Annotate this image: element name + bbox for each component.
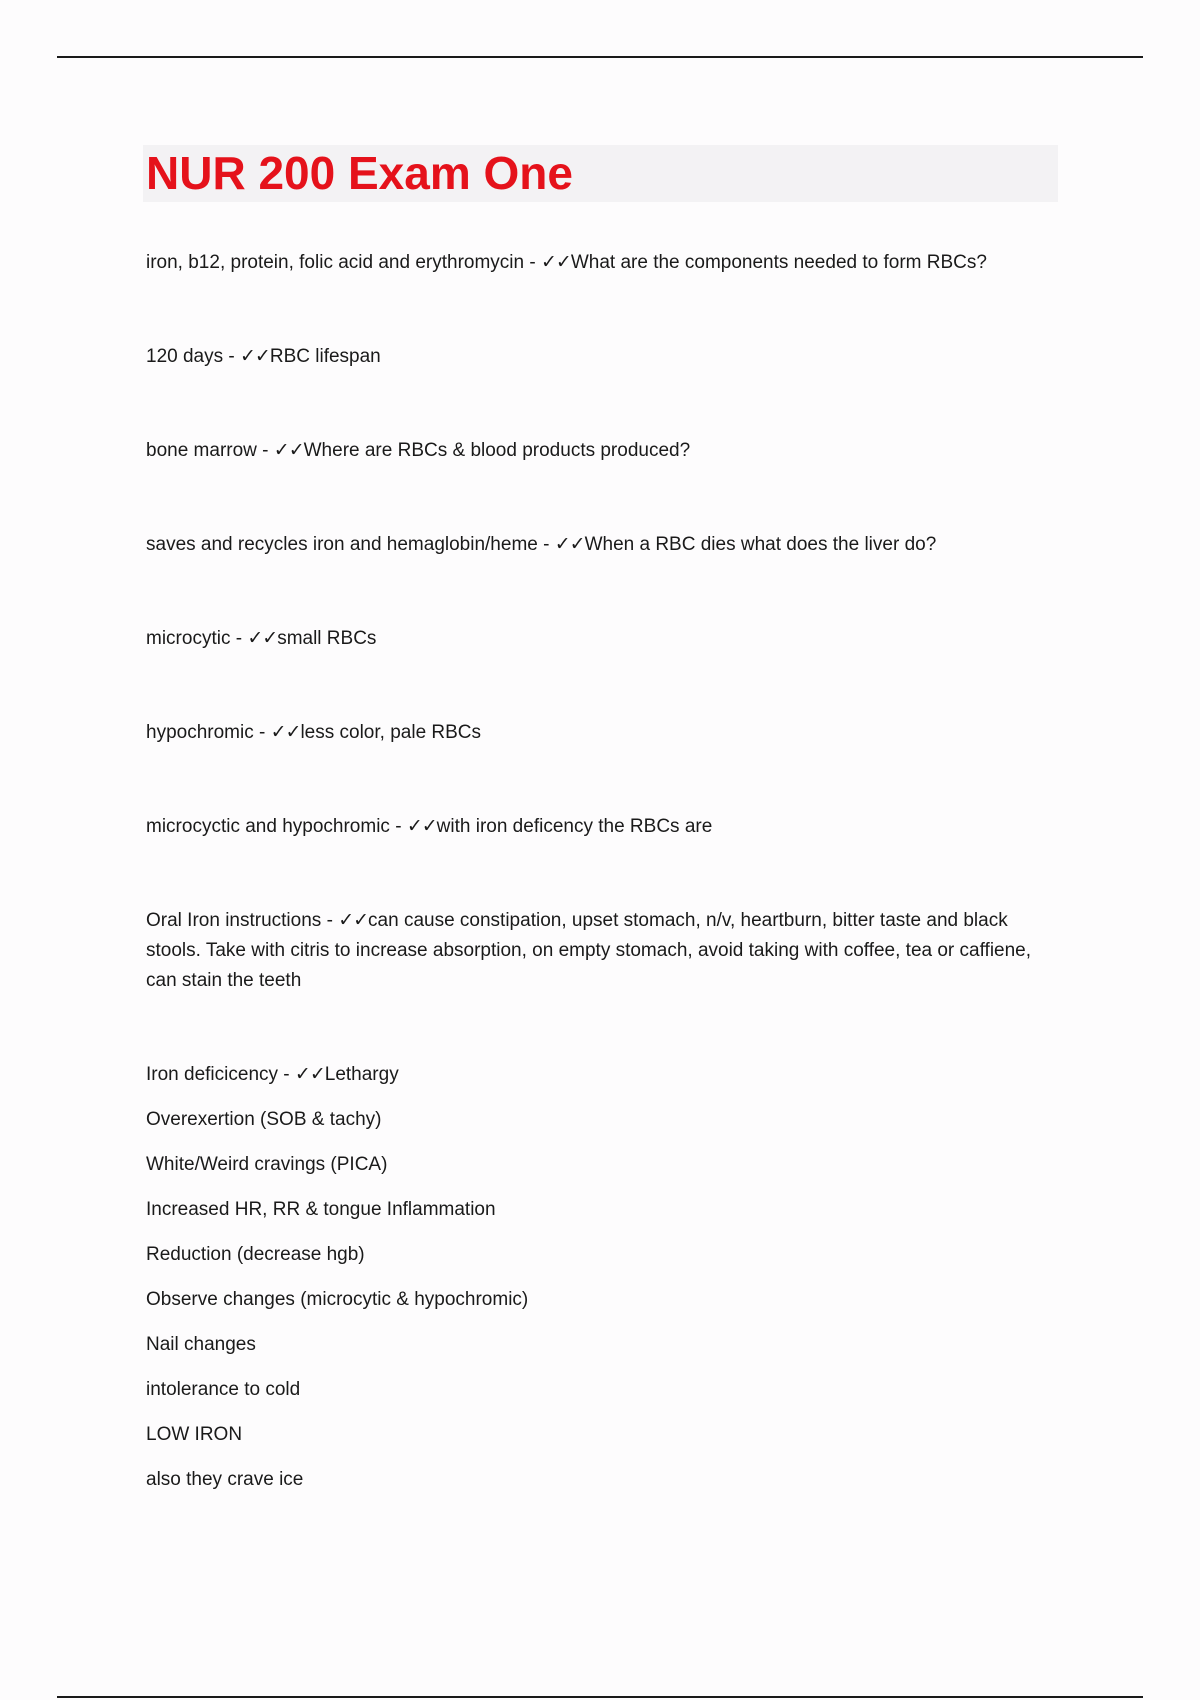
card-question: Where are RBCs & blood products produced? [303,440,691,461]
flashcard [146,623,1066,654]
card-separator: - [223,346,241,367]
double-check-icon: ✓✓ [338,909,369,931]
card-answer: microcyctic and hypochromic [146,816,390,837]
document-title: NUR 200 Exam One [146,147,573,199]
answer-line: Increased HR, RR & tongue Inflammation [146,1199,496,1220]
flashcard [146,341,1066,372]
double-check-icon: ✓✓ [240,345,270,367]
card-question: with iron deficency the RBCs are [436,816,713,837]
double-check-icon: ✓✓ [247,627,278,649]
card-question: small RBCs [277,628,377,649]
card-answer: hypochromic [146,722,254,743]
card-separator: - [321,910,339,931]
bottom-rule [57,1696,1143,1698]
flashcard [146,529,1066,560]
double-check-icon: ✓✓ [554,533,585,555]
card-answer: bone marrow [146,440,257,461]
flashcard [146,435,1066,466]
card-separator: - [537,534,555,555]
double-check-icon: ✓✓ [294,1063,325,1085]
answer-line: Nail changes [146,1334,256,1355]
card-answer: saves and recycles iron and hemaglobin/heme [146,534,538,555]
card-answer-lines [146,1105,1066,1495]
card-answer: Oral Iron instructions [146,910,322,931]
card-answer: 120 days [146,346,224,367]
card-separator: - [256,440,274,461]
answer-line: also they crave ice [146,1469,304,1490]
answer-line: intolerance to cold [146,1379,301,1400]
card-separator: - [278,1064,295,1085]
double-check-icon: ✓✓ [406,815,437,837]
flashcard [146,1059,1066,1090]
card-answer: Iron deficicency [146,1064,279,1085]
flashcard [146,247,1066,278]
flashcard [146,811,1066,842]
double-check-icon: ✓✓ [540,251,571,273]
answer-line: LOW IRON [146,1424,243,1445]
flashcard [146,717,1066,748]
card-question: can cause constipation, upset stomach, n/v, heartburn, bitter taste and black stools. Take with citris to increase absorption, on empty stomach, avoid taking with coffee, tea or caffiene, can stain the teeth [146,910,1032,991]
card-answer: microcytic [146,628,231,649]
card-separator: - [524,252,541,273]
card-separator: - [253,722,271,743]
card-question: RBC lifespan [269,346,381,367]
answer-line: Observe changes (microcytic & hypochromic) [146,1289,529,1310]
card-separator: - [389,816,407,837]
answer-line: White/Weird cravings (PICA) [146,1154,388,1175]
flashcard [146,905,1066,996]
answer-line: Reduction (decrease hgb) [146,1244,365,1265]
answer-line: Overexertion (SOB & tachy) [146,1109,382,1130]
card-answer: iron, b12, protein, folic acid and erythromycin [146,252,525,273]
card-question: less color, pale RBCs [300,722,482,743]
card-question: What are the components needed to form RBCs? [570,252,987,273]
card-separator: - [230,628,248,649]
flashcard-list [146,247,1066,1510]
card-question: When a RBC dies what does the liver do? [584,534,937,555]
double-check-icon: ✓✓ [273,439,304,461]
card-question: Lethargy [324,1064,399,1085]
top-rule [57,56,1143,58]
double-check-icon: ✓✓ [270,721,301,743]
